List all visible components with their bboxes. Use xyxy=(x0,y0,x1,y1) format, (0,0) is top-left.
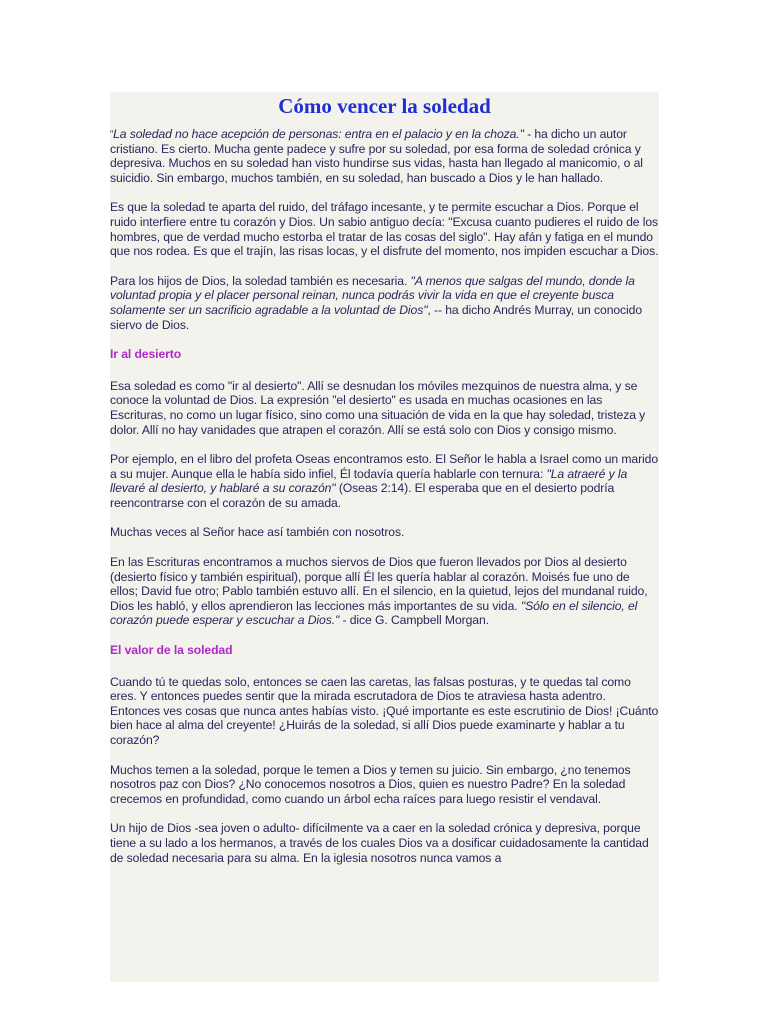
open-quote-mark: " xyxy=(110,129,114,139)
paragraph-8: Cuando tú te quedas solo, entonces se caen las caretas, las falsas posturas, y te quedas tal como eres. Y entonces puedes sentir que la mirada escrutadora de Dios te atraviesa hasta adentro. Entonces ves cosas que nunca antes habías visto. ¡Qué importante es este escrutinio de Dios! ¡Cuánto bien hace al alma del creyente! ¿Huirás de la soledad, si allí Dios puede examinarte y hablar a tu corazón? xyxy=(110,674,659,747)
document-body xyxy=(110,127,659,865)
paragraph-7-rest: - dice G. Campbell Morgan. xyxy=(339,613,489,628)
paragraph-3-rest: , -- ha dicho Andrés Murray, un conocido siervo de Dios. xyxy=(110,302,643,332)
paragraph-7-quote: "Sólo en el silencio, el corazón puede esperar y escuchar a Dios." xyxy=(110,598,638,628)
paragraph-5 xyxy=(110,452,659,510)
paragraph-5-lead: Por ejemplo, en el libro del profeta Oseas encontramos esto. El Señor le habla a Israel como un marido a su mujer. Aunque ella le había sido infiel, Él todavía quería hablarle con ternura: xyxy=(110,452,659,481)
paragraph-1-quote: La soledad no hace acepción de personas: entra en el palacio y en la choza." xyxy=(113,127,524,141)
section-heading-ir-al-desierto: Ir al desierto xyxy=(110,347,182,362)
paragraph-3-lead: Para los hijos de Dios, la soledad también es necesaria. xyxy=(110,273,411,288)
paragraph-4: Esa soledad es como "ir al desierto". Allí se desnudan los móviles mezquinos de nuestra alma, y se conoce la voluntad de Dios. La expresión "el desierto" es usada en muchas ocasiones en las Escrituras, no como un lugar físico, sino como una situación de vida en la que hay soledad, tristeza y dolor. Allí no hay vanidades que atrapen el corazón. Allí se está solo con Dios y consigo mismo. xyxy=(110,378,646,437)
paragraph-3-quote: "A menos que salgas del mundo, donde la voluntad propia y el placer personal reinan, nunca podrás vivir la vida en que el creyente busca solamente ser un sacrificio agradable a la voluntad de Dios" xyxy=(110,273,635,317)
paragraph-5-rest: (Oseas 2:14). El esperaba que en el desierto podría reencontrarse con el corazón de su amada. xyxy=(110,481,615,510)
paragraph-7-lead: En las Escrituras encontramos a muchos siervos de Dios que fueron llevados por Dios al desierto (desierto físico y también espiritual), porque allí Él les quería hablar al corazón. Moisés fue uno de ellos; David fue otro; Pablo también estuvo allí. En el silencio, en la quietud, lejos del mundanal ruido, Dios les habló, y ellos aprendieron las lecciones más importantes de su vida. xyxy=(110,555,648,613)
paragraph-2: Es que la soledad te aparta del ruido, del tráfago incesante, y te permite escuchar a Dios. Porque el ruido interfiere entre tu corazón y Dios. Un sabio antiguo decía: "Excusa cuanto pudieres el ruido de los hombres, que de verdad mucho estorba el tratar de las cosas del siglo". Hay afán y fatiga en el mundo que nos rodea. Es que el trajín, las risas locas, y el disfrute del momento, nos impiden escuchar a Dios. xyxy=(110,200,659,259)
paragraph-10: Un hijo de Dios -sea joven o adulto- difícilmente va a caer en la soledad crónica y depresiva, porque tiene a su lado a los hermanos, a través de los cuales Dios va a dosificar cuidadosamente la cantidad de soledad necesaria para su alma. En la iglesia nosotros nunca vamos a xyxy=(110,821,649,865)
document-title: Cómo vencer la soledad xyxy=(278,94,491,118)
paragraph-1 xyxy=(110,127,659,185)
paragraph-5-quote: "La atraeré y la llevaré al desierto, y hablaré a su corazón" xyxy=(110,466,628,496)
document-page xyxy=(110,92,659,982)
paragraph-6: Muchas veces al Señor hace así también con nosotros. xyxy=(110,525,405,540)
paragraph-7 xyxy=(110,555,659,628)
paragraph-3 xyxy=(110,274,659,332)
paragraph-1-rest: - ha dicho un autor cristiano. Es cierto. Mucha gente padece y sufre por su soledad, por esa forma de soledad crónica y depresiva. Muchos en su soledad han visto hundirse sus vidas, hasta han llegado al manicomio, o al suicidio. Sin embargo, muchos también, en su soledad, han buscado a Dios y le han hallado. xyxy=(110,127,643,185)
paragraph-9: Muchos temen a la soledad, porque le temen a Dios y temen su juicio. Sin embargo, ¿no tenemos nosotros paz con Dios? ¿No conocemos nosotros a Dios, quien es nuestro Padre? En la soledad crecemos en profundidad, como cuando un árbol echa raíces para luego resistir el vendaval. xyxy=(110,762,631,806)
section-heading-el-valor-de-la-soledad: El valor de la soledad xyxy=(110,643,233,658)
